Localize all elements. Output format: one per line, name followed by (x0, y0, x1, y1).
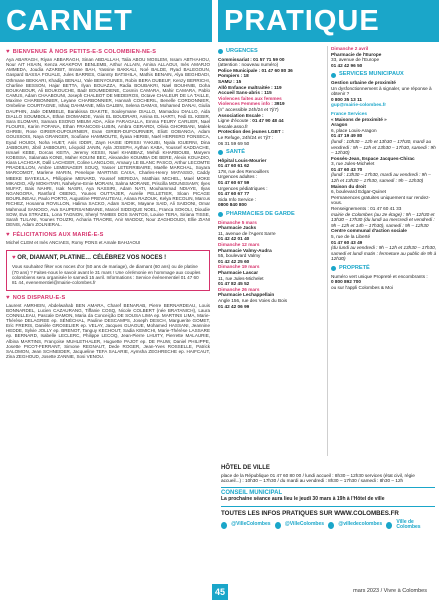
urgences-label: (attention : nouveau numéro) (218, 62, 279, 68)
fusees-phone: 01 47 60 43 70 (331, 166, 363, 172)
aragon-title: Aragon (331, 122, 348, 128)
gestion-text: Un dysfonctionnement à signaler, une réponse à obtenir ? (331, 85, 432, 97)
newborns-heading: ♥ BIENVENUE À NOS PETITS-E-S COLOMBIEN-NE-S (6, 49, 157, 55)
droit-hours: mairie de Colombes (au 2e étage) : 9h – 12h30 et 13h30 – 17h30 (du lundi au mercredi et vendredi : 9h – 12h et 14h – 17h30), samedi : 9h – 12h30 (331, 211, 435, 228)
droit-title: Maison du droit (331, 183, 366, 189)
urgences-label: Le Refuge, 24h/24 et 7j/7 : (218, 134, 274, 140)
pharmacy-name: Pharmacie Jacks (218, 225, 257, 231)
newborns-list: Aya ABARAGH, Riyan ABBARAGH, Sinan ABDALLAH, Talia ABOU MOSLEM, Issam ABTHAHOU, Nour AIT HSAIN, Kenza AKAKPOVI BENLEMB, Arthur ALLAIN, Amina ALLAOUI, Inès AMARJO AMMEDA, Joudia AZARBIT, Imrane BAH, Yassine BAKKALI, Noé BALDE, Ryad BALEGOUN, Gaspard BASSA FOUALE, Jules BARRES, Giannty BATSHILA, Mathis BENAIN, Alya BEGHDADI, Othmane BEKKARI, Khadija BENALI, Yale BENYOUNES, Robin BERA DUBEUF, Kenzy BERRICHI, Charline BESSON, Hajar BETTA, Ilyan BOUAZZA, Radia BOUBAKRI, Nael BOUHNIB, Doha BOUKABOUR, Ali BOUKOUCHE, Badr BOUMEDIENE, Cosmin CAMARA, Mahir CAMARA, Pablo CAMUS, Adam CHAABOUNI, Joseph CHALBOT DE MEDEIROS, Octave CHALEUR DE LA TAILLE, Maxime CHARBONNIER, Leyane CHARBONNIER, Hannah COCHERIL, Benelle CORDONNIER, Ombeline COURTAGNE, Ishaq DAHMANE, Mila DALBIN, Selena DAMAS, Mohamed DANAI, Giulia DAUPHIN, Jade DEMBELE, Barakissa DIAKITE, Souleymane DIALLO, Mamadou DIALLO, Aida DIALLO SOUMBOLA, Ethan DIOMANDE, Yanis EL BOUDRARI, Amina EL HARTI, Fedi EL KEBIR, Sara ELOMARI, Samara ESONO MBUM ADA, Alice FARAGALLA, Emma FEURY CARLIER, Nael FLOURS, Karim FOFANA, Ethan FRANCOIS-LUBIN, Ambra GERARDI, Olivia GHORBANI, Malek GHRIBI, Rose GIRIER-DUFOURNIER, Evan GIRIER-DUFOURNIER, Eliott GOBANGA, Adam GOUSSOIS, Naya GRANGER, Soufiane HAMMOUTE, Ilyasa HERIBI, Naël HERRERO FONSECA, Eyad HOUIDI, Noha HUET, Anis IDDIR, Zayn HAISE IDRISSI YAKUBI, Nyala IGUERNI, Dina JABBOURI, Jibril JABBOURI, Léopold JANIN, Ayla JOSEPH, Aythan KABA, Youssef KADDACHE, Ismael KEBE, Dorcas KEITA, Jeremy KESSI, Nael KHABBAZ, Mehdi KHARBOUBI, Maryem KOBISSA, Salamata KONE, Maher KOUINI BEC, Alexandre KOUMBA DE BERE, Alexis KOUADIO, Kiara LACHGAR, Dalil LACHGER, Coline LANGLOIS, Amaury LE BLANC PASCO, Arthur LECOMTE PRADEILLON, Ambre LEMENAGER SOUQ, Yasser LETERRIBAIRE, Maëlle MARCHAL, Soyara MARCOMOT, Marlene MARIN, Penelope MARTINS CAIXA, Charles-Henry MATASSO, Caddy MBEKE BAYEKULA, Philippine MENARD, Youssef MERIDJA, Matthias MICHEL, Mael MOKE MIKADIO, Ally MOKHTARI, Nahelyne-Emie MORAIN, Salma MORANE, Priscilla MOUNSSAMY, Ilyes MUFAT, Bais NAHRI, Isak NASRI, Aya NASSIRI, Adam NATI, Mouhammad NDIAYE, Ilyas NGANGORA, Rantford OBENG, Younes OUTTAJER, Aurelie PELLETIER, Sloan PICAGE BOURLINEAU, Paulo PORTO, Augustine PREVAUTEAU, Ariana RAZOUK, Kelya RECOLIN, Marcus RICHEZ, Hosanna ROVILLON, Halima SACKO, Adam SADIK, Mayane SAID, Ali SAIDONI, Omar Mahmoud SANOGO, Ava SAUPERSAINBAINE, Marcel SIDDIQUE NOEL, Franca SOKOLI, Dioudie SOW, Eva STRAZEL, Lona TAGNON, Sheryl TAMBIS DOS SANTOS, Louise TERA, Siriana TISSE, Sarah TLILANI, Younes TOUZRI, Acharia TRAORE, Anir WADDIZ, Nour ZAGHDOUDI, Ellie ZIANI DENIS, Adam ZOLNIERAL. (6, 57, 210, 227)
heart-icon: ♥ (12, 255, 16, 262)
urgences-value: 115 (264, 90, 272, 96)
divider (221, 506, 435, 507)
pharmacy-phone: 01 42 42 01 40 (218, 236, 250, 242)
ccas-address: 5, rue de la Liberté (331, 234, 371, 239)
sante-line: 01 47 60 67 59 (218, 180, 250, 186)
pharmacy-phone: 01 42 42 25 60 (218, 258, 250, 264)
married-list: Michel CLEM et Inès ANCIAES, Romy PONS et Amale BAHJAOUI (6, 240, 141, 246)
ccas-title: Centre communal d'action sociale (331, 228, 407, 234)
urgences-heading: URGENCES (218, 49, 324, 55)
urgences-label: 06 31 59 69 50 (218, 140, 250, 146)
pharmacy-date: Dimanche 5 mars (218, 219, 257, 225)
urgences-label: lescale.asso.fr (218, 123, 248, 129)
urgences-label: Pompiers : (218, 73, 244, 79)
pharmacy-name: Pharmacie Valmy-Audra (218, 247, 272, 253)
pharmacy-address: 55, boulevard Valmy (218, 253, 261, 259)
pharmacies-heading: PHARMACIES DE GARDE (218, 212, 324, 218)
gestion-title: Gestion urbaine de proximité (331, 79, 396, 85)
ccas-phone: 01 47 60 43 49 (331, 239, 363, 245)
heart-icon: ♥ (6, 49, 10, 55)
sante-list (218, 158, 324, 208)
bullet-icon (331, 73, 336, 78)
social-link[interactable]: @villedecolombes (338, 521, 383, 528)
urgences-value: 01 47 90 48 44 (252, 118, 284, 124)
france-services-title: France Services (331, 110, 367, 116)
linkedin-icon (386, 522, 392, 529)
urgences-line (218, 141, 324, 147)
gestion-phone: 0 800 35 13 11 (331, 96, 363, 102)
urgences-label: Violences faites aux femmes (218, 95, 282, 101)
urgences-value: 119 (274, 84, 282, 90)
proprete-phone: 0 800 892 700 (331, 279, 361, 285)
anniversary-text: Vous souhaitez fêter vos noces d'or (50 ans de mariage), de diamant (60 ans) ou de platine (70 ans) ? Faites-nous le savoir avant le 31 mars ! Une cérémonie en hommage aux couples colombiens sera organisée le samedi 15 avril. Informations : Service événementiel 01 47 60 81 44, evenementiel@mairie-colombes.fr (12, 264, 201, 286)
sante-line: 01 47 60 67 77 (218, 191, 250, 197)
urgences-value: 01 57 71 59 00 (253, 56, 285, 62)
pratique-subcolumn-a (218, 46, 324, 309)
proprete-heading: PROPRETÉ (331, 266, 437, 272)
bullet-icon (218, 150, 223, 155)
services-heading: SERVICES MUNICIPAUX (331, 72, 437, 78)
conseil-text: La prochaine séance aura lieu le jeudi 30 mars à 19h à l'Hôtel de ville (221, 496, 385, 503)
column-divider (327, 46, 328, 456)
pharmacy-address: Angle 156, rue des Voies du Bois (218, 297, 288, 303)
pharmacy-address: 33, avenue de l'Europe (331, 57, 380, 63)
hotel-de-ville-box (221, 466, 435, 531)
fusees-title: Fossés-Jean, Espace Jacques-Chirac (331, 155, 415, 161)
social-link[interactable]: @VilleColombes (231, 521, 271, 528)
sante-line: Urgences pédiatriques : (218, 185, 268, 191)
pharmacy-name: Pharmacie Lechappellain (218, 292, 275, 298)
urgences-label: Ligne d'écoute : (218, 118, 253, 124)
urgences-label: Police Municipale : (218, 67, 262, 73)
carnet-column (6, 46, 210, 359)
urgences-label: (n° accessible 24h/24 et 7j/7) (218, 106, 279, 112)
twitter-icon (275, 522, 281, 529)
social-link[interactable]: Ville de Colombes (396, 518, 421, 531)
instagram-icon (328, 522, 334, 529)
pharmacy-date: Dimanche 26 mars (218, 286, 260, 292)
urgences-value: 18 (243, 73, 249, 79)
sante-line: Sida Info Service : (218, 196, 257, 202)
droit-rdv: Renseignements : 01 47 60 41 33 (331, 206, 402, 212)
urgences-list (218, 57, 324, 147)
pharmacy-phone: 01 42 42 06 99 (218, 303, 250, 309)
proprete-text: Numéro vert unique Propreté et encombrants : (331, 273, 428, 279)
gestion-email[interactable]: gup@mairie-colombes.fr (331, 102, 387, 108)
fusees-address: 3, rue Jules-Michelet (331, 161, 375, 167)
pharmacy-phone: 01 42 42 96 50 (331, 62, 363, 68)
ccas-hours: (du lundi au vendredi : 9h – 12h et 13h30 – 17h30, samedi et lundi matin : fermeture au public de 9h à 12h30) (331, 245, 437, 262)
pharmacy-name: Pharmacie Lascar (218, 269, 259, 275)
sante-line: 0800 840 800 (218, 202, 247, 208)
carnet-banner: CARNET (0, 0, 212, 42)
sante-line: 01 47 60 61 62 (218, 163, 250, 169)
page-number: 45 (212, 584, 228, 600)
pharmacy-phone: 01 47 82 45 52 (218, 281, 250, 287)
aragon-hours: (lundi : 10h30 – 12h et 13h30 – 17h30, mardi au vendredi : 9h – 12h et 13h30 – 17h30, samedi : 9h – 12h30) (331, 138, 436, 156)
hotel-text: place de la République 01 47 60 80 00 / lundi accueil : 8h30 – 12h30 services (état civil, régie accueil...) : 10h30 – 17h30 / du mardi au vendredi : 8h30 – 17h30 / samedi : 8h30 – 12h (221, 472, 415, 484)
more-info: TOUTES LES INFOS PRATIQUES SUR WWW.COLOMBES.FR (221, 509, 399, 517)
urgences-value: 15 (235, 78, 242, 84)
sante-heading: SANTÉ (218, 150, 324, 156)
urgences-label: SAMU : (218, 78, 236, 84)
aragon-phone: 01 47 19 49 80 (331, 133, 363, 139)
pharmacies-list (218, 220, 324, 310)
pratique-subcolumn-b (331, 46, 437, 290)
droit-address: 6, boulevard Edgar-Quinet (331, 189, 386, 195)
pharmacy-date: Dimanche 2 avril (331, 46, 369, 51)
france-services-sub: « Maisons de proximité » (331, 116, 387, 122)
bullet-icon (218, 212, 223, 217)
pharmacy-date: Dimanche 19 mars (218, 264, 260, 270)
hotel-title: HÔTEL DE VILLE (221, 465, 270, 471)
pharmacy-date: Dimanche 12 mars (218, 242, 260, 247)
bullet-icon (331, 266, 336, 271)
social-link[interactable]: @VilleColombes (284, 521, 325, 528)
pharmacy-name: Pharmacie de l'Europe (331, 51, 382, 57)
droit-text: Permanences gratuites uniquement sur rendez-vous. (331, 194, 431, 206)
urgences-label: Violences Femmes info : (218, 101, 275, 107)
heart-icon: ♥ (6, 294, 10, 301)
sante-line: Hôpital Louis-Mourier (218, 157, 267, 163)
pharmacy-address: 11, avenue de l'Agent Sarre (218, 230, 276, 236)
heart-icon: ♥ (6, 232, 10, 239)
anniversary-box (6, 250, 210, 290)
anniversary-title: ♥ OR, DIAMANT, PLATINE… CÉLÉBREZ VOS NOCES ! (12, 255, 167, 262)
urgences-label: Accueil Sans-abris : (218, 90, 265, 96)
sante-line: 178, rue des Renouillers (218, 168, 269, 174)
urgences-label: Commissariat : (218, 56, 254, 62)
sante-line: Urgences adultes : (218, 174, 258, 180)
bullet-icon (218, 49, 223, 54)
urgences-label: Association Escale : (218, 112, 264, 118)
divider (221, 487, 435, 488)
pratique-banner: PRATIQUE (218, 0, 439, 42)
footer-text: mars 2023 / Vivre à Colombes (353, 588, 427, 594)
aragon-address: 6, place Louis-Aragon (331, 127, 377, 133)
urgences-value: 01 47 60 80 36 (261, 67, 293, 73)
deceased-heading: ♥ NOS DISPARU-E-S (6, 294, 66, 301)
urgences-label: Protection des jeunes LGBT : (218, 129, 284, 135)
urgences-label: Allô Enfance maltraitée : (218, 84, 275, 90)
urgences-value: 3919 (274, 101, 285, 107)
deceased-list: Laurent AMRHEIN, Abdelwahab BEN AMARA, Charef BENARAB, Pierre BERNARDEAU, Louis BONNARDEL, Lucien CAZAURANG, Tiffanie COSQ, Nicole COLBERT (née BRATANICH), Laura CONNILLEAU, Pascale DAMON, Maria da Conceição DE SOUSA LIMA ep. MARTINS LIMA, Marie-Thérèse DELAGREE ep. SÉNÉCHAL, Pauline DESCAMPS, Joseph DESCH, Marguerite GOMET, Eric FRERIS, Danièle GROSELIER ep. VELAY, Jacques GUAGUE, Mohamed HASSANI, Jeannine HEDDE, Sylvie JOLLY ep. BRENOT, Tanguy KECHOUT, Sadia KEMICHI, Marie-Thérèse LASSARE ep. BERNARD, Isabelle LECLERC, Philippe LECOQ, Jean-Pierre LHUITY, Pierrette MALAURIE, Albina MARTINS, Françoise MUHLETHALER, Huguette PAJOT ep. DE PAUW, Daniel PHILIPPE, Josette PICOT-FERRANT, Simone REGNAUT, Dede ROGER, Jean-Yves ROSSELLE, Patrick SALOMON, Jean SCHNEIDER, Jacqueline TEFA SALARIE, Aymsha ZEGHRECHE ep. HAIFCAUT, Zina ZEGHOUD, Josette ZANNIE, Sosi VENOU. (6, 302, 210, 360)
facebook-icon (221, 522, 227, 529)
pharmacy-address: 11, rue Jules-Michelet (218, 275, 264, 281)
married-heading: ♥ FÉLICITATIONS AUX MARIÉ-E-S (6, 232, 104, 239)
fusees-hours: (lundi : 13h30 – 17h30, mardi au vendredi : 9h – 12h et 13h30 – 17h30, samedi : 9h – 12h30) (331, 172, 431, 184)
footer (0, 584, 439, 600)
conseil-title: CONSEIL MUNICIPAL (221, 489, 283, 496)
social-links (221, 520, 435, 531)
proprete-app: ou sur l'appli Colombes & Moi (331, 284, 393, 290)
